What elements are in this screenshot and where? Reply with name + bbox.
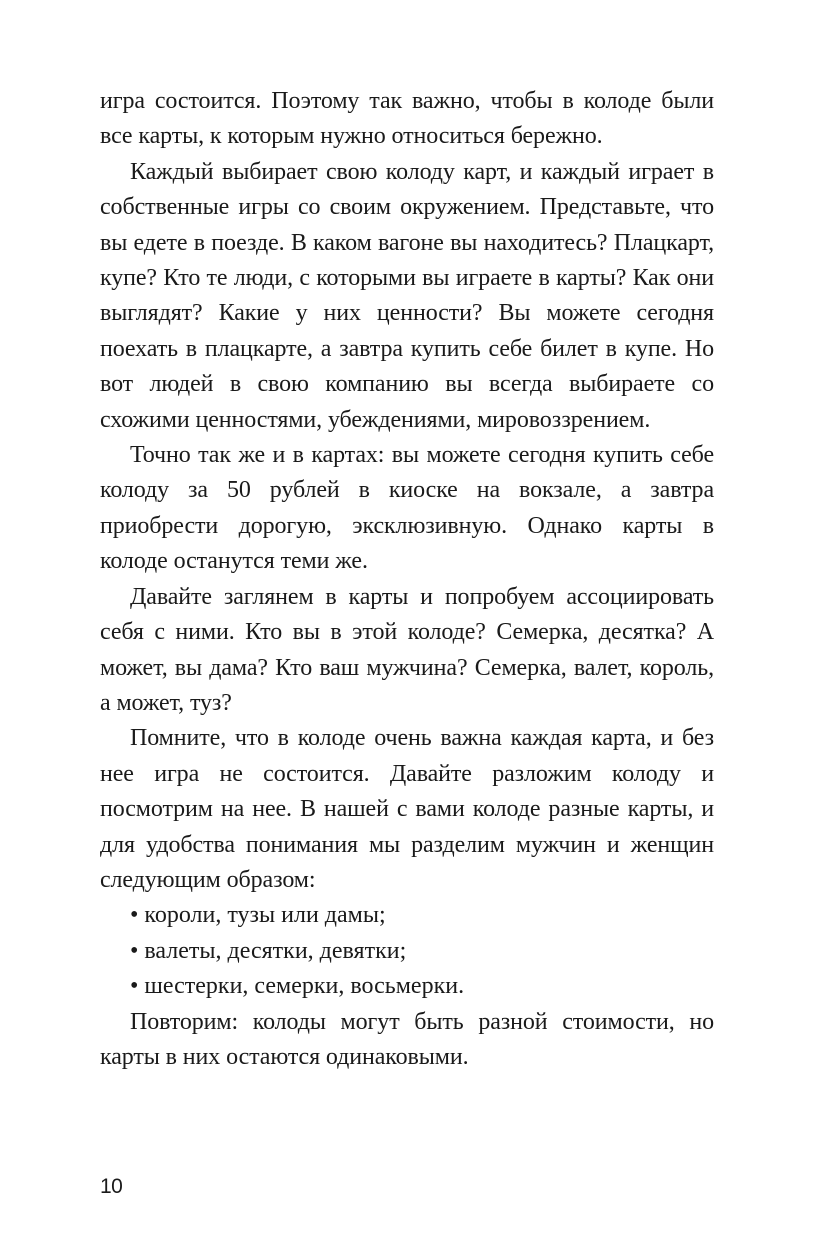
list-item: • валеты, десятки, девятки; <box>130 937 407 964</box>
closing-paragraph: Повторим: колоды могут быть разной стоимости, но карты в них остаются одинаковыми. <box>100 1008 714 1070</box>
paragraph-5: Помните, что в колоде очень важна каждая карта, и без нее игра не состоится. Давайте разложим колоду и посмотрим на нее. В нашей с вами колоде разные карты, и для удобства понимания мы разделим мужчин и женщин следующим образом: <box>100 725 714 893</box>
paragraph-4: Давайте заглянем в карты и попробуем ассоциировать себя с ними. Кто вы в этой колоде? Семерка, десятка? А может, вы дама? Кто ваш мужчина? Семерка, валет, король, а может, туз? <box>100 583 714 716</box>
list-item: • короли, тузы или дамы; <box>130 902 386 929</box>
page-number: 10 <box>100 1175 123 1198</box>
paragraph-1: игра состоится. Поэтому так важно, чтобы в колоде были все карты, к которым нужно относиться бережно. <box>100 88 714 150</box>
list-item: • шестерки, семерки, восьмерки. <box>130 973 465 1000</box>
paragraph-2: Каждый выбирает свою колоду карт, и каждый играет в собственные игры со своим окружением. Представьте, что вы едете в поезде. В каком вагоне вы находитесь? Плацкарт, купе? Кто те люди, с которыми вы играете в карты? Как они выглядят? Какие у них ценности? Вы можете сегодня поехать в плацкарте, а завтра купить себе билет в купе. Но вот людей в свою компанию вы всегда выбираете со схожими ценностями, убеждениями, мировоззрением. <box>100 158 714 433</box>
page-body <box>100 84 714 1075</box>
paragraph-3: Точно так же и в картах: вы можете сегодня купить себе колоду за 50 рублей в киоске на вокзале, а завтра приобрести дорогую, эксклюзивную. Однако карты в колоде останутся теми же. <box>100 442 714 575</box>
